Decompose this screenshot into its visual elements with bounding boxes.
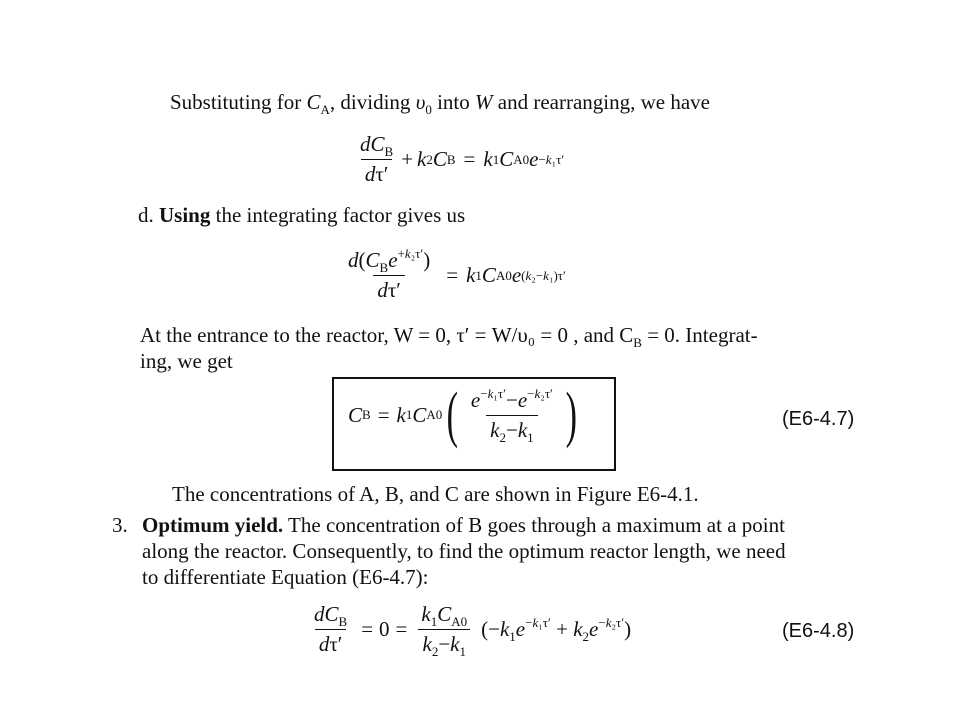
item-3-line3: to differentiate Equation (E6-4.7): (142, 565, 429, 589)
entrance-condition-line2: ing, we get (140, 349, 233, 373)
intro-text-c: into (431, 90, 475, 114)
equation-cb-solution: C B = k 1 C A0 ( $\frac{e^{-k_1\tau'}-e^{-k_2\tau'}}{k_2-k_1}$ ) (348, 381, 577, 449)
item-3-line2: along the reactor. Consequently, to find the optimum reactor length, we need (142, 539, 786, 563)
equation-label-e6-4-8: (E6-4.8) (782, 620, 855, 642)
item-3-bold: Optimum yield. (142, 513, 284, 537)
entrance-condition (140, 323, 758, 350)
item-3-rest: The concentration of B goes through a maximum at a point (283, 513, 785, 537)
step-d (138, 205, 465, 226)
equation-integrating-factor: $\frac{d(C_Be^{+k_2\tau'})}{d\tau'}$ = k 1 C A0 e (k₂−k₁)τ′ (348, 246, 566, 302)
item-3-number: 3. (112, 513, 128, 537)
item-3-line1 (142, 515, 785, 536)
entrance-sub: B (633, 335, 642, 350)
step-d-bold: Using (159, 203, 211, 227)
intro-text-d: and rearranging, we have (492, 90, 710, 114)
intro-text-a: Substituting for (170, 90, 307, 114)
equation-derivative: $\frac{dC_B}{d\tau'}$ = 0 = $\frac{k_1C_{A0}}{k_2-k_1}$ $(-k_1e^{-k_1\tau'} + k_2e^{-k_2\tau'})$ (314, 602, 632, 659)
concentrations-sentence: The concentrations of A, B, and C are shown in Figure E6-4.1. (172, 482, 699, 506)
entrance-text: At the entrance to the reactor, W = 0, τ′ = W/υ₀ = 0 , and C (140, 323, 634, 347)
step-d-rest: the integrating factor gives us (210, 203, 466, 227)
intro-text-b: , dividing (329, 90, 416, 114)
entrance-end: = 0. Integrat- (641, 323, 758, 347)
equation-ode: $\frac{dC_B}{d\tau'}$ + k 2 C B = k 1 C A0 e −k₁τ′ (360, 132, 565, 186)
intro-sentence: Substituting for $C_A$, dividing $\upsilon_0$ into W and rearranging, we have (170, 90, 710, 117)
step-d-label: d. (138, 203, 159, 227)
equation-label-e6-4-7: (E6-4.7) (782, 408, 855, 430)
